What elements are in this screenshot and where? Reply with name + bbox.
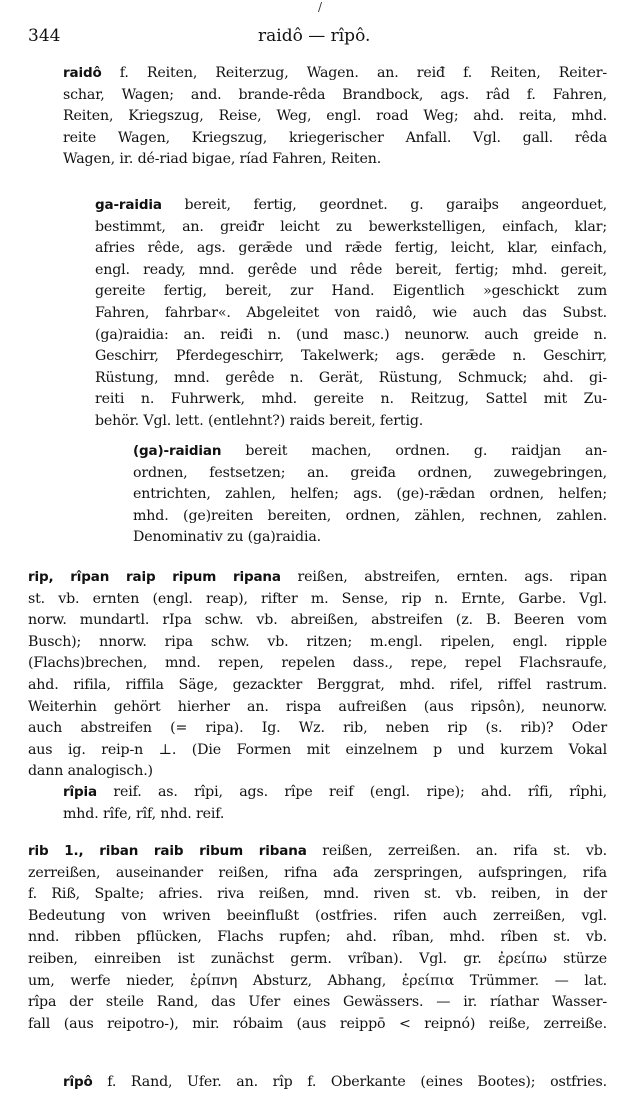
line-text: engl. ready, mnd. gerêde und rêde bereit, fertig; mhd. gereit,	[95, 261, 607, 278]
text-line	[28, 992, 607, 1014]
line-text: Geschirr, Pferdegeschirr, Takelwerk; ags. gerǣde n. Geschirr,	[95, 348, 607, 365]
text-line	[95, 346, 607, 368]
entry-first-line	[133, 441, 607, 463]
line-text: gereite fertig, bereit, zur Hand. Eigentlich »geschickt zum	[95, 283, 607, 300]
page-number: 344	[28, 26, 61, 46]
text-line	[28, 971, 607, 993]
line-text: reißen, zerreißen. an. rifa st. vb.	[306, 843, 607, 859]
entry-first-line	[63, 63, 607, 85]
headword: raidô	[63, 65, 102, 81]
text-line	[95, 303, 607, 325]
text-line	[28, 884, 607, 906]
text-line	[133, 506, 607, 528]
line-text: nnd. ribben pflücken, Flachs rupfen; ahd. rîban, mhd. rîben st. vb.	[28, 929, 607, 946]
headword: rîpô	[63, 1074, 93, 1090]
line-text: aus ig. reip-n ⊥. (Die Formen mit einzelnem p und kurzem Vokal	[28, 741, 607, 758]
line-text: afries rêde, ags. gerǣde und rǣde fertig, leicht, klar, einfach,	[95, 240, 607, 257]
text-line	[95, 368, 607, 390]
text-line	[63, 804, 607, 826]
entry-first-line	[28, 841, 607, 863]
entry-rip	[28, 567, 607, 783]
line-text: reiben, einreiben ist zunächst germ. vrîban). Vgl. gr. ἐρείπω stürze	[28, 950, 607, 967]
line-text: ahd. rifila, riffila Säge, gezackter Berggrat, mhd. rifel, riffel rastrum.	[28, 676, 607, 693]
line-text: dann analogisch.)	[28, 763, 153, 780]
text-line	[63, 149, 607, 171]
line-text: entrichten, zahlen, helfen; ags. (ge)-rǣdan ordnen, helfen;	[133, 486, 607, 503]
text-line	[28, 906, 607, 928]
line-text: Wagen, ir. dé-riad bigae, ríad Fahren, Reiten.	[63, 151, 382, 168]
text-line	[28, 761, 607, 783]
running-title: raidô — rîpô.	[258, 26, 371, 46]
text-line	[28, 675, 607, 697]
line-text: auch abstreifen (= ripa). Ig. Wz. rib, neben rip (s. rib)? Oder	[28, 720, 607, 737]
text-line	[28, 632, 607, 654]
entry-first-line	[95, 195, 607, 217]
text-line	[95, 411, 607, 433]
text-line	[28, 927, 607, 949]
text-line	[28, 718, 607, 740]
line-text: bestimmt, an. greiđr leicht zu bewerkstelligen, einfach, klar;	[95, 218, 607, 235]
line-text: f. Rand, Ufer. an. rîp f. Oberkante (eines Bootes); ostfries.	[92, 1074, 607, 1090]
headword: rip, rîpan raip ripum ripana	[28, 569, 281, 585]
line-text: Reiten, Kriegszug, Reise, Weg, engl. road Weg; ahd. reita, mhd.	[63, 108, 607, 125]
entry-ripia	[63, 782, 607, 825]
line-text: st. vb. ernten (engl. reap), rifter m. Sense, rip n. Ernte, Garbe. Vgl.	[28, 590, 607, 607]
line-text: Fahren, fahrbar«. Abgeleitet von raidô, wie auch das Subst.	[95, 304, 607, 321]
text-line	[133, 484, 607, 506]
text-line	[28, 653, 607, 675]
entry-ripo	[63, 1072, 607, 1094]
entry-rib	[28, 841, 607, 1035]
line-text: f. Reiten, Reiterzug, Wagen. an. reiđ f. Reiten, Reiter-	[101, 65, 607, 81]
line-text: rîpa der steile Rand, das Ufer eines Gewässers. — ir. ríathar Wasser-	[28, 994, 607, 1011]
line-text: Denominativ zu (ga)raidia.	[133, 529, 321, 546]
text-line	[133, 463, 607, 485]
text-line	[28, 610, 607, 632]
text-line	[63, 85, 607, 107]
text-line	[63, 128, 607, 150]
headword: rib 1., riban raib ribum ribana	[28, 843, 307, 859]
stray-mark: /	[318, 0, 323, 14]
line-text: (Flachs)brechen, mnd. repen, repelen dass., repe, repel Flachsraufe,	[28, 655, 607, 672]
text-line	[95, 238, 607, 260]
headword: ga-raidia	[95, 197, 162, 213]
headword: rîpia	[63, 784, 97, 800]
text-line	[63, 106, 607, 128]
text-line	[95, 260, 607, 282]
line-text: reite Wagen, Kriegszug, kriegerischer Anfall. Vgl. gall. rêda	[63, 129, 607, 146]
text-line	[28, 589, 607, 611]
text-line	[28, 949, 607, 971]
entry-first-line	[63, 782, 607, 804]
line-text: behör. Vgl. lett. (entlehnt?) raids bereit, fertig.	[95, 412, 424, 429]
line-text: ordnen, festsetzen; an. greiđa ordnen, zuwegebringen,	[133, 464, 607, 481]
line-text: Bedeutung von wriven beeinflußt (ostfries. rifen auch zerreißen, vgl.	[28, 907, 607, 924]
line-text: bereit machen, ordnen. g. raidjan an-	[221, 443, 607, 459]
text-line	[28, 863, 607, 885]
entry-ga-raidia	[95, 195, 607, 433]
line-text: mhd. (ge)reiten bereiten, ordnen, zählen, rechnen, zahlen.	[133, 507, 607, 524]
text-line	[28, 1014, 607, 1036]
line-text: Busch); nnorw. ripa schw. vb. ritzen; m.engl. ripelen, engl. ripple	[28, 633, 607, 650]
line-text: zerreißen, auseinander reißen, rifna ađa zerspringen, aufspringen, rifa	[28, 864, 607, 881]
line-text: schar, Wagen; and. brande-rêda Brandbock, ags. râd f. Fahren,	[63, 86, 607, 103]
line-text: Weiterhin gehört hierher an. rispa aufreißen (aus ripsôn), neunorw.	[28, 698, 607, 715]
entry-first-line	[28, 567, 607, 589]
entry-raido	[63, 63, 607, 171]
text-line	[95, 325, 607, 347]
line-text: fall (aus reipotro-), mir. róbaim (aus reippō < reipnó) reiße, zerreiße.	[28, 1015, 607, 1032]
text-line	[95, 389, 607, 411]
line-text: bereit, fertig, geordnet. g. garaiþs angeorduet,	[161, 197, 607, 213]
line-text: (ga)raidia: an. reiđi n. (und masc.) neunorw. auch greide n.	[95, 326, 607, 343]
text-line	[95, 281, 607, 303]
entry-ga-raidian	[133, 441, 607, 549]
line-text: reiti n. Fuhrwerk, mhd. gereite n. Reitzug, Sattel mit Zu-	[95, 391, 607, 408]
text-line	[28, 740, 607, 762]
text-line	[28, 697, 607, 719]
line-text: reif. as. rîpi, ags. rîpe reif (engl. ripe); ahd. rîfi, rîphi,	[96, 784, 607, 800]
text-line	[133, 527, 607, 549]
text-line	[95, 217, 607, 239]
line-text: Rüstung, mnd. gerêde n. Gerät, Rüstung, Schmuck; ahd. gi-	[95, 369, 607, 386]
entry-first-line	[63, 1072, 607, 1094]
line-text: norw. mundartl. rIpa schw. vb. abreißen, abstreifen (z. B. Beeren vom	[28, 612, 607, 629]
line-text: um, werfe nieder, ἐρίπνη Absturz, Abhang, ἐρείπια Trümmer. — lat.	[28, 972, 607, 989]
line-text: mhd. rîfe, rîf, nhd. reif.	[63, 805, 225, 822]
line-text: f. Riß, Spalte; afries. riva reißen, mnd. riven st. vb. reiben, in der	[28, 886, 607, 903]
headword: (ga)-raidian	[133, 443, 222, 459]
line-text: reißen, abstreifen, ernten. ags. ripan	[280, 569, 608, 585]
